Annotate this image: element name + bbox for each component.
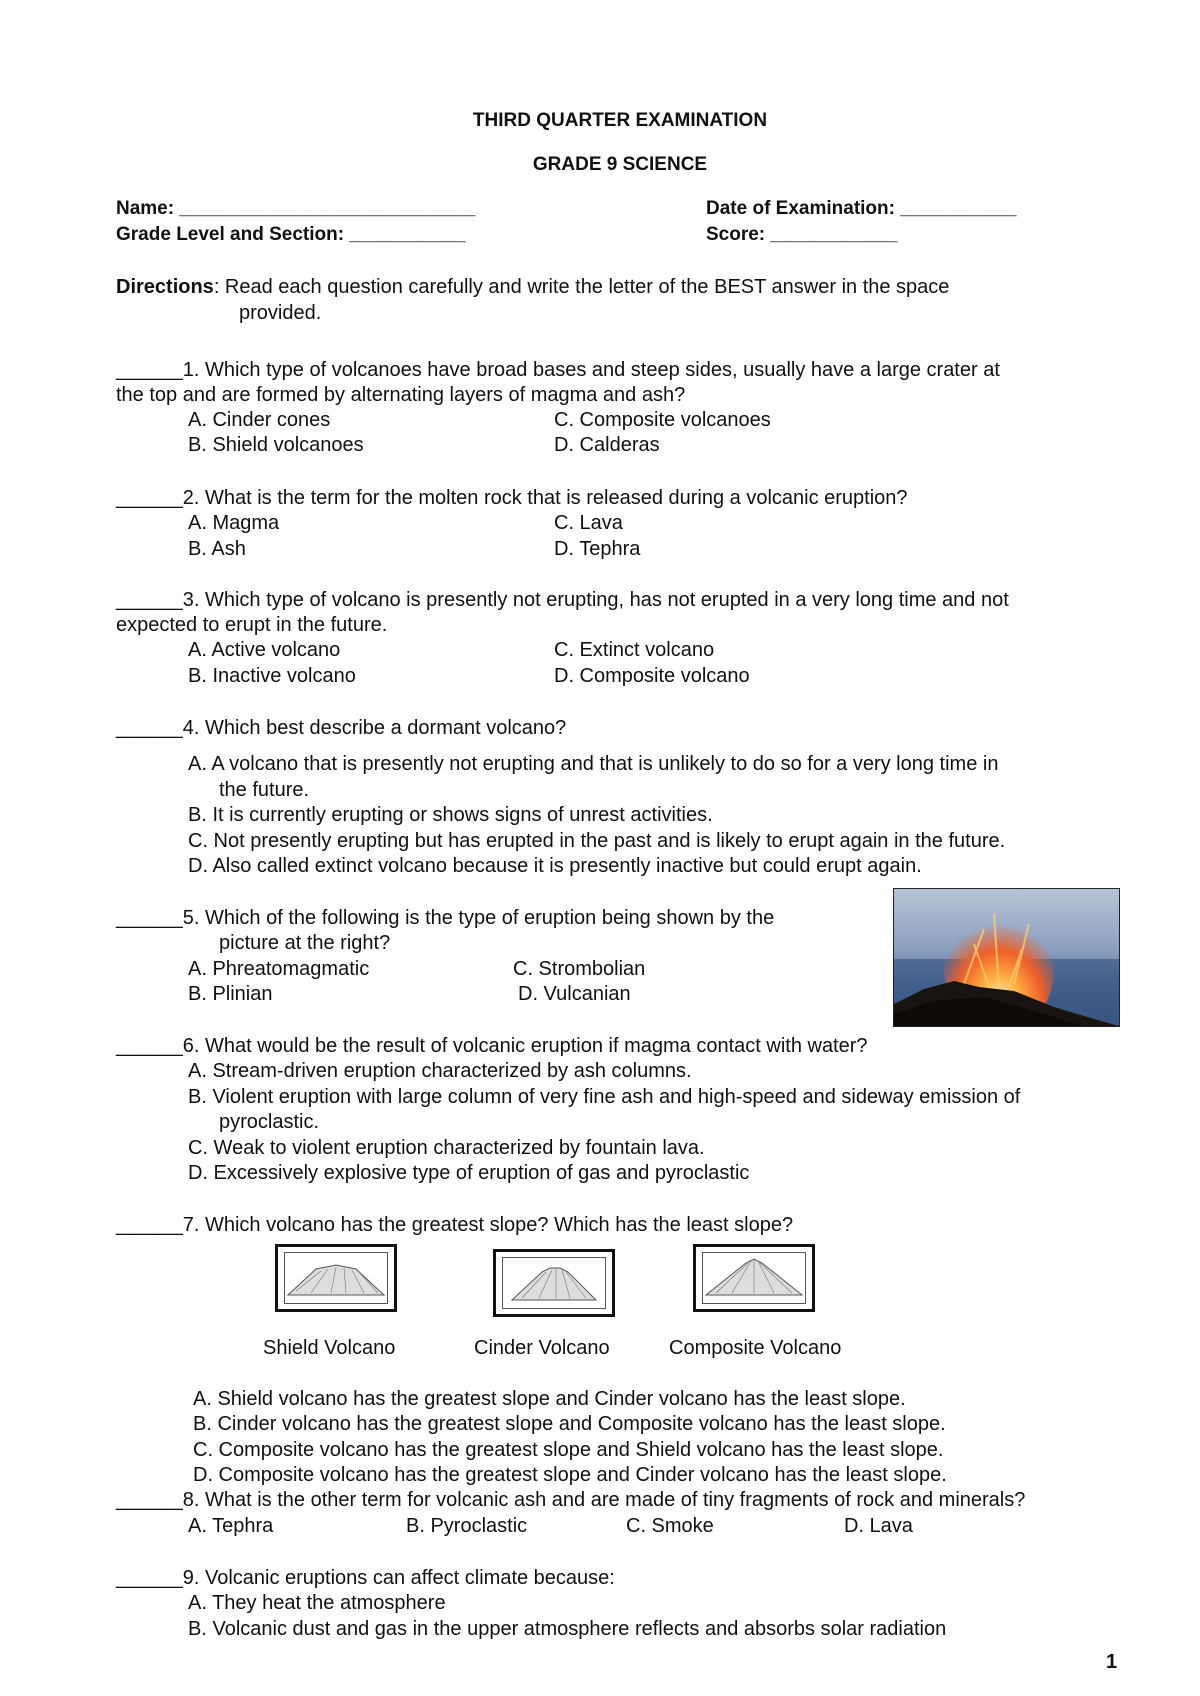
exam-title: THIRD QUARTER EXAMINATION bbox=[472, 110, 768, 131]
composite-volcano-icon bbox=[693, 1244, 815, 1312]
question-3: ______3. Which type of volcano is presently not erupting, has not erupted in a very long time and not bbox=[116, 589, 1009, 611]
q4-option-c: C. Not presently erupting but has erupted in the past and is likely to erupt again in the future. bbox=[188, 830, 1006, 852]
cinder-volcano-icon bbox=[493, 1249, 615, 1317]
q6-option-d: D. Excessively explosive type of eruption of gas and pyroclastic bbox=[188, 1162, 750, 1184]
q4-option-b: B. It is currently erupting or shows signs of unrest activities. bbox=[188, 804, 713, 826]
q6-option-b-cont: pyroclastic. bbox=[219, 1111, 320, 1133]
question-2: ______2. What is the term for the molten rock that is released during a volcanic eruption? bbox=[116, 487, 908, 509]
q6-option-a: A. Stream-driven eruption characterized by ash columns. bbox=[188, 1060, 692, 1082]
q3-option-b: B. Inactive volcano bbox=[188, 665, 356, 687]
directions bbox=[116, 275, 949, 299]
q3-option-a: A. Active volcano bbox=[188, 639, 341, 661]
directions-text: : Read each question carefully and write the letter of the BEST answer in the space bbox=[213, 276, 950, 298]
page-number: 1 bbox=[1106, 1651, 1118, 1673]
eruption-photo-icon bbox=[893, 888, 1120, 1027]
question-1: ______1. Which type of volcanoes have broad bases and steep sides, usually have a large crater at bbox=[116, 359, 1000, 381]
q6-option-c: C. Weak to violent eruption characterized by fountain lava. bbox=[188, 1137, 705, 1159]
cinder-volcano-label: Cinder Volcano bbox=[474, 1337, 610, 1359]
q3-option-c: C. Extinct volcano bbox=[554, 639, 715, 661]
question-4: ______4. Which best describe a dormant volcano? bbox=[116, 717, 567, 739]
question-3-cont: expected to erupt in the future. bbox=[116, 614, 388, 636]
q7-option-a: A. Shield volcano has the greatest slope and Cinder volcano has the least slope. bbox=[193, 1388, 906, 1410]
q1-option-b: B. Shield volcanoes bbox=[188, 434, 364, 456]
q7-option-b: B. Cinder volcano has the greatest slope and Composite volcano has the least slope. bbox=[193, 1413, 946, 1435]
shield-volcano-label: Shield Volcano bbox=[263, 1337, 396, 1359]
q4-option-d: D. Also called extinct volcano because it is presently inactive but could erupt again. bbox=[188, 855, 922, 877]
q8-option-b: B. Pyroclastic bbox=[406, 1515, 528, 1537]
composite-volcano-label: Composite Volcano bbox=[669, 1337, 842, 1359]
question-5: ______5. Which of the following is the type of eruption being shown by the bbox=[116, 907, 775, 929]
q7-option-d: D. Composite volcano has the greatest slope and Cinder volcano has the least slope. bbox=[193, 1464, 947, 1486]
q5-option-a: A. Phreatomagmatic bbox=[188, 958, 370, 980]
q8-option-d: D. Lava bbox=[844, 1515, 913, 1537]
q1-option-c: C. Composite volcanoes bbox=[554, 409, 771, 431]
q9-option-b: B. Volcanic dust and gas in the upper atmosphere reflects and absorbs solar radiation bbox=[188, 1618, 947, 1640]
question-6: ______6. What would be the result of volcanic eruption if magma contact with water? bbox=[116, 1035, 868, 1057]
shield-volcano-icon bbox=[275, 1244, 397, 1312]
name-field: Name: ____________________________ bbox=[116, 198, 476, 219]
question-8: ______8. What is the other term for volcanic ash and are made of tiny fragments of rock and minerals? bbox=[116, 1489, 1026, 1511]
directions-text-cont: provided. bbox=[239, 302, 322, 324]
q5-option-d: D. Vulcanian bbox=[518, 983, 631, 1005]
score-field: Score: ____________ bbox=[706, 224, 898, 245]
q9-option-a: A. They heat the atmosphere bbox=[188, 1592, 446, 1614]
q7-option-c: C. Composite volcano has the greatest slope and Shield volcano has the least slope. bbox=[193, 1439, 944, 1461]
question-9: ______9. Volcanic eruptions can affect climate because: bbox=[116, 1567, 615, 1589]
grade-section-field: Grade Level and Section: ___________ bbox=[116, 224, 466, 245]
q4-option-a: A. A volcano that is presently not erupting and that is unlikely to do so for a very long time in bbox=[188, 753, 999, 775]
q1-option-d: D. Calderas bbox=[554, 434, 660, 456]
q1-option-a: A. Cinder cones bbox=[188, 409, 331, 431]
q3-option-d: D. Composite volcano bbox=[554, 665, 750, 687]
q2-option-d: D. Tephra bbox=[554, 538, 641, 560]
q8-option-a: A. Tephra bbox=[188, 1515, 274, 1537]
q6-option-b: B. Violent eruption with large column of very fine ash and high-speed and sideway emission of bbox=[188, 1086, 1021, 1108]
exam-subtitle: GRADE 9 SCIENCE bbox=[532, 154, 708, 175]
q4-option-a-cont: the future. bbox=[219, 779, 310, 801]
q2-option-c: C. Lava bbox=[554, 512, 623, 534]
question-1-cont: the top and are formed by alternating layers of magma and ash? bbox=[116, 384, 686, 406]
q5-option-c: C. Strombolian bbox=[513, 958, 646, 980]
q2-option-b: B. Ash bbox=[188, 538, 246, 560]
question-5-cont: picture at the right? bbox=[219, 932, 391, 954]
question-7: ______7. Which volcano has the greatest slope? Which has the least slope? bbox=[116, 1214, 794, 1236]
q2-option-a: A. Magma bbox=[188, 512, 280, 534]
q5-option-b: B. Plinian bbox=[188, 983, 273, 1005]
directions-label: Directions bbox=[116, 276, 214, 298]
q8-option-c: C. Smoke bbox=[626, 1515, 714, 1537]
date-field: Date of Examination: ___________ bbox=[706, 198, 1017, 219]
